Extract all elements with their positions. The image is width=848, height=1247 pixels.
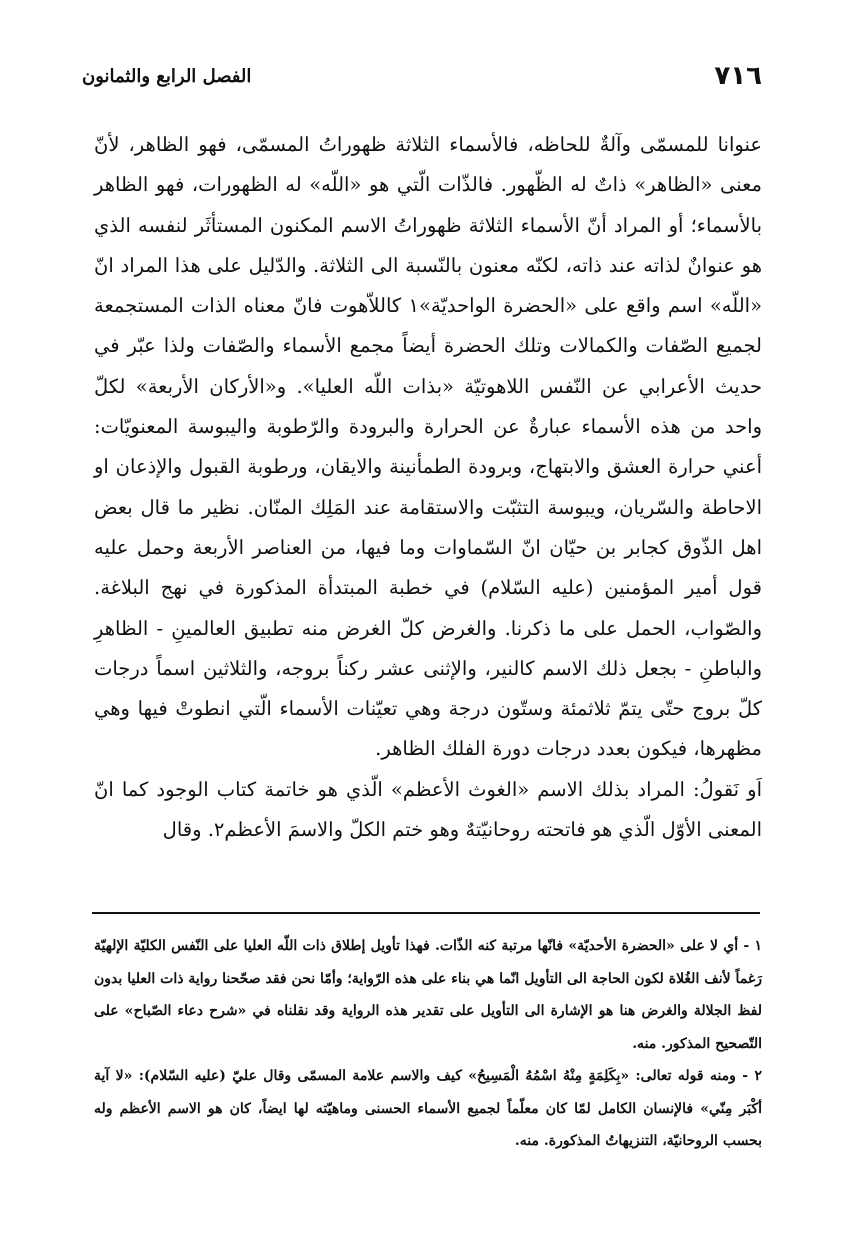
footnote-2: ٢ - ومنه قوله تعالى: «بِكَلِمَةٍ مِنْهُ اسْمُهُ الْمَسِيحُ» كيف والاسم علامة المسمّى وقال عليّ (عليه السّلام): «لا آية أكْبَر مِنّي» فالإنسان الكامل لمّا كان معلّماً لجميع الأسماء الحسنى وماهيّته لها ايضاً، كان هو الاسم الأعظم وله بحسب الروحانيّة، التنزيهاتُ المذكورة. منه. xyxy=(94,1068,763,1149)
main-text xyxy=(94,125,762,850)
footnote-1: ١ - أي لا على «الحضرة الأحديّة» فانّها مرتبة كنه الذّات. فهذا تأويل إطلاق ذات اللّه العليا على النّفس الكليّة الإلهيّة رَغماً لأنف الغُلاة لكون الحاجة الى التأويل انّما هي بناء على هذه الرّواية؛ وأمّا نحن فقد صحّحنا رواية ذات العليا بدون لفظ الجلالة والغرض هنا هو الإشارة الى التأويل على تقدير هذه الرواية وقد نقلناه في «شرح دعاء الصّباح» على التّصحيح المذكور. منه. xyxy=(94,938,762,1052)
paragraph: عنوانا للمسمّى وآلةٌ للحاظه، فالأسماء الثلاثة ظهوراتُ المسمّى، فهو الظاهر، لأنّ معنى «الظاهر» ذاتٌ له الظّهور. فالذّات الّتي هو «اللّه» له الظهورات، فهو الظاهر بالأسماء؛ أو المراد أنّ الأسماء الثلاثة ظهوراتُ الاسم المكنون المستأثَر لنفسه الذي هو عنوانٌ لذاته عند ذاته، لكنّه معنون بالنّسبة الى الثلاثة. والدّليل على هذا المراد انّ «اللّه» اسم واقع على «الحضرة الواحديّة»١ كاللاّهوت فانّ معناه الذات المستجمعة لجميع الصّفات والكمالات وتلك الحضرة أيضاً مجمع الأسماء والصّفات ولذا عبّر في حديث الأعرابي عن النّفس اللاهوتيّة «بذات اللّه العليا». و«الأركان الأربعة» لكلّ واحد من هذه الأسماء عبارةٌ عن الحرارة والبرودة والرّطوبة واليبوسة المعنويّات: أعني حرارة العشق والابتهاج، وبرودة الطمأنينة والايقان، ورطوبة القبول والإذعان او الاحاطة والسّريان، ويبوسة التثبّت والاستقامة عند المَلِك المنّان. نظير ما قال بعض اهل الذّوق كجابر بن حيّان انّ السّماوات وما فيها، من العناصر الأربعة وحمل عليه قول أمير المؤمنين (عليه السّلام) في خطبة المبتدأة المذكورة في نهج البلاغة. والصّواب، الحمل على ما ذكرنا. والغرض كلّ الغرض منه تطبيق العالمينِ - الظاهرِ والباطنِ - بجعل ذلك الاسم كالنير، والإثنى عشر ركناً بروجه، والثلاثين اسماً درجات كلّ بروج حتّى يتمّ ثلاثمئة وستّون درجة وهي تعيّنات الأسماء الّتي انطوتْ فيها وهي مظهرها، فيكون بعدد درجات دورة الفلك الظاهر. xyxy=(94,133,762,761)
paragraph: اَو نَقولُ: المراد بذلك الاسم «الغوث الأعظم» الّذي هو خاتمة كتاب الوجود كما انّ المعنى الأوّل الّذي هو فاتحته روحانيّتهٌ وهو ختم الكلّ والاسمَ الأعظم٢. وقال xyxy=(94,777,762,842)
footnote-divider xyxy=(92,912,760,914)
page-number: ٧١٦ xyxy=(714,61,762,91)
chapter-title: الفصل الرابع والثمانون xyxy=(82,65,252,87)
footnotes xyxy=(94,930,762,1158)
page-header xyxy=(82,56,762,96)
